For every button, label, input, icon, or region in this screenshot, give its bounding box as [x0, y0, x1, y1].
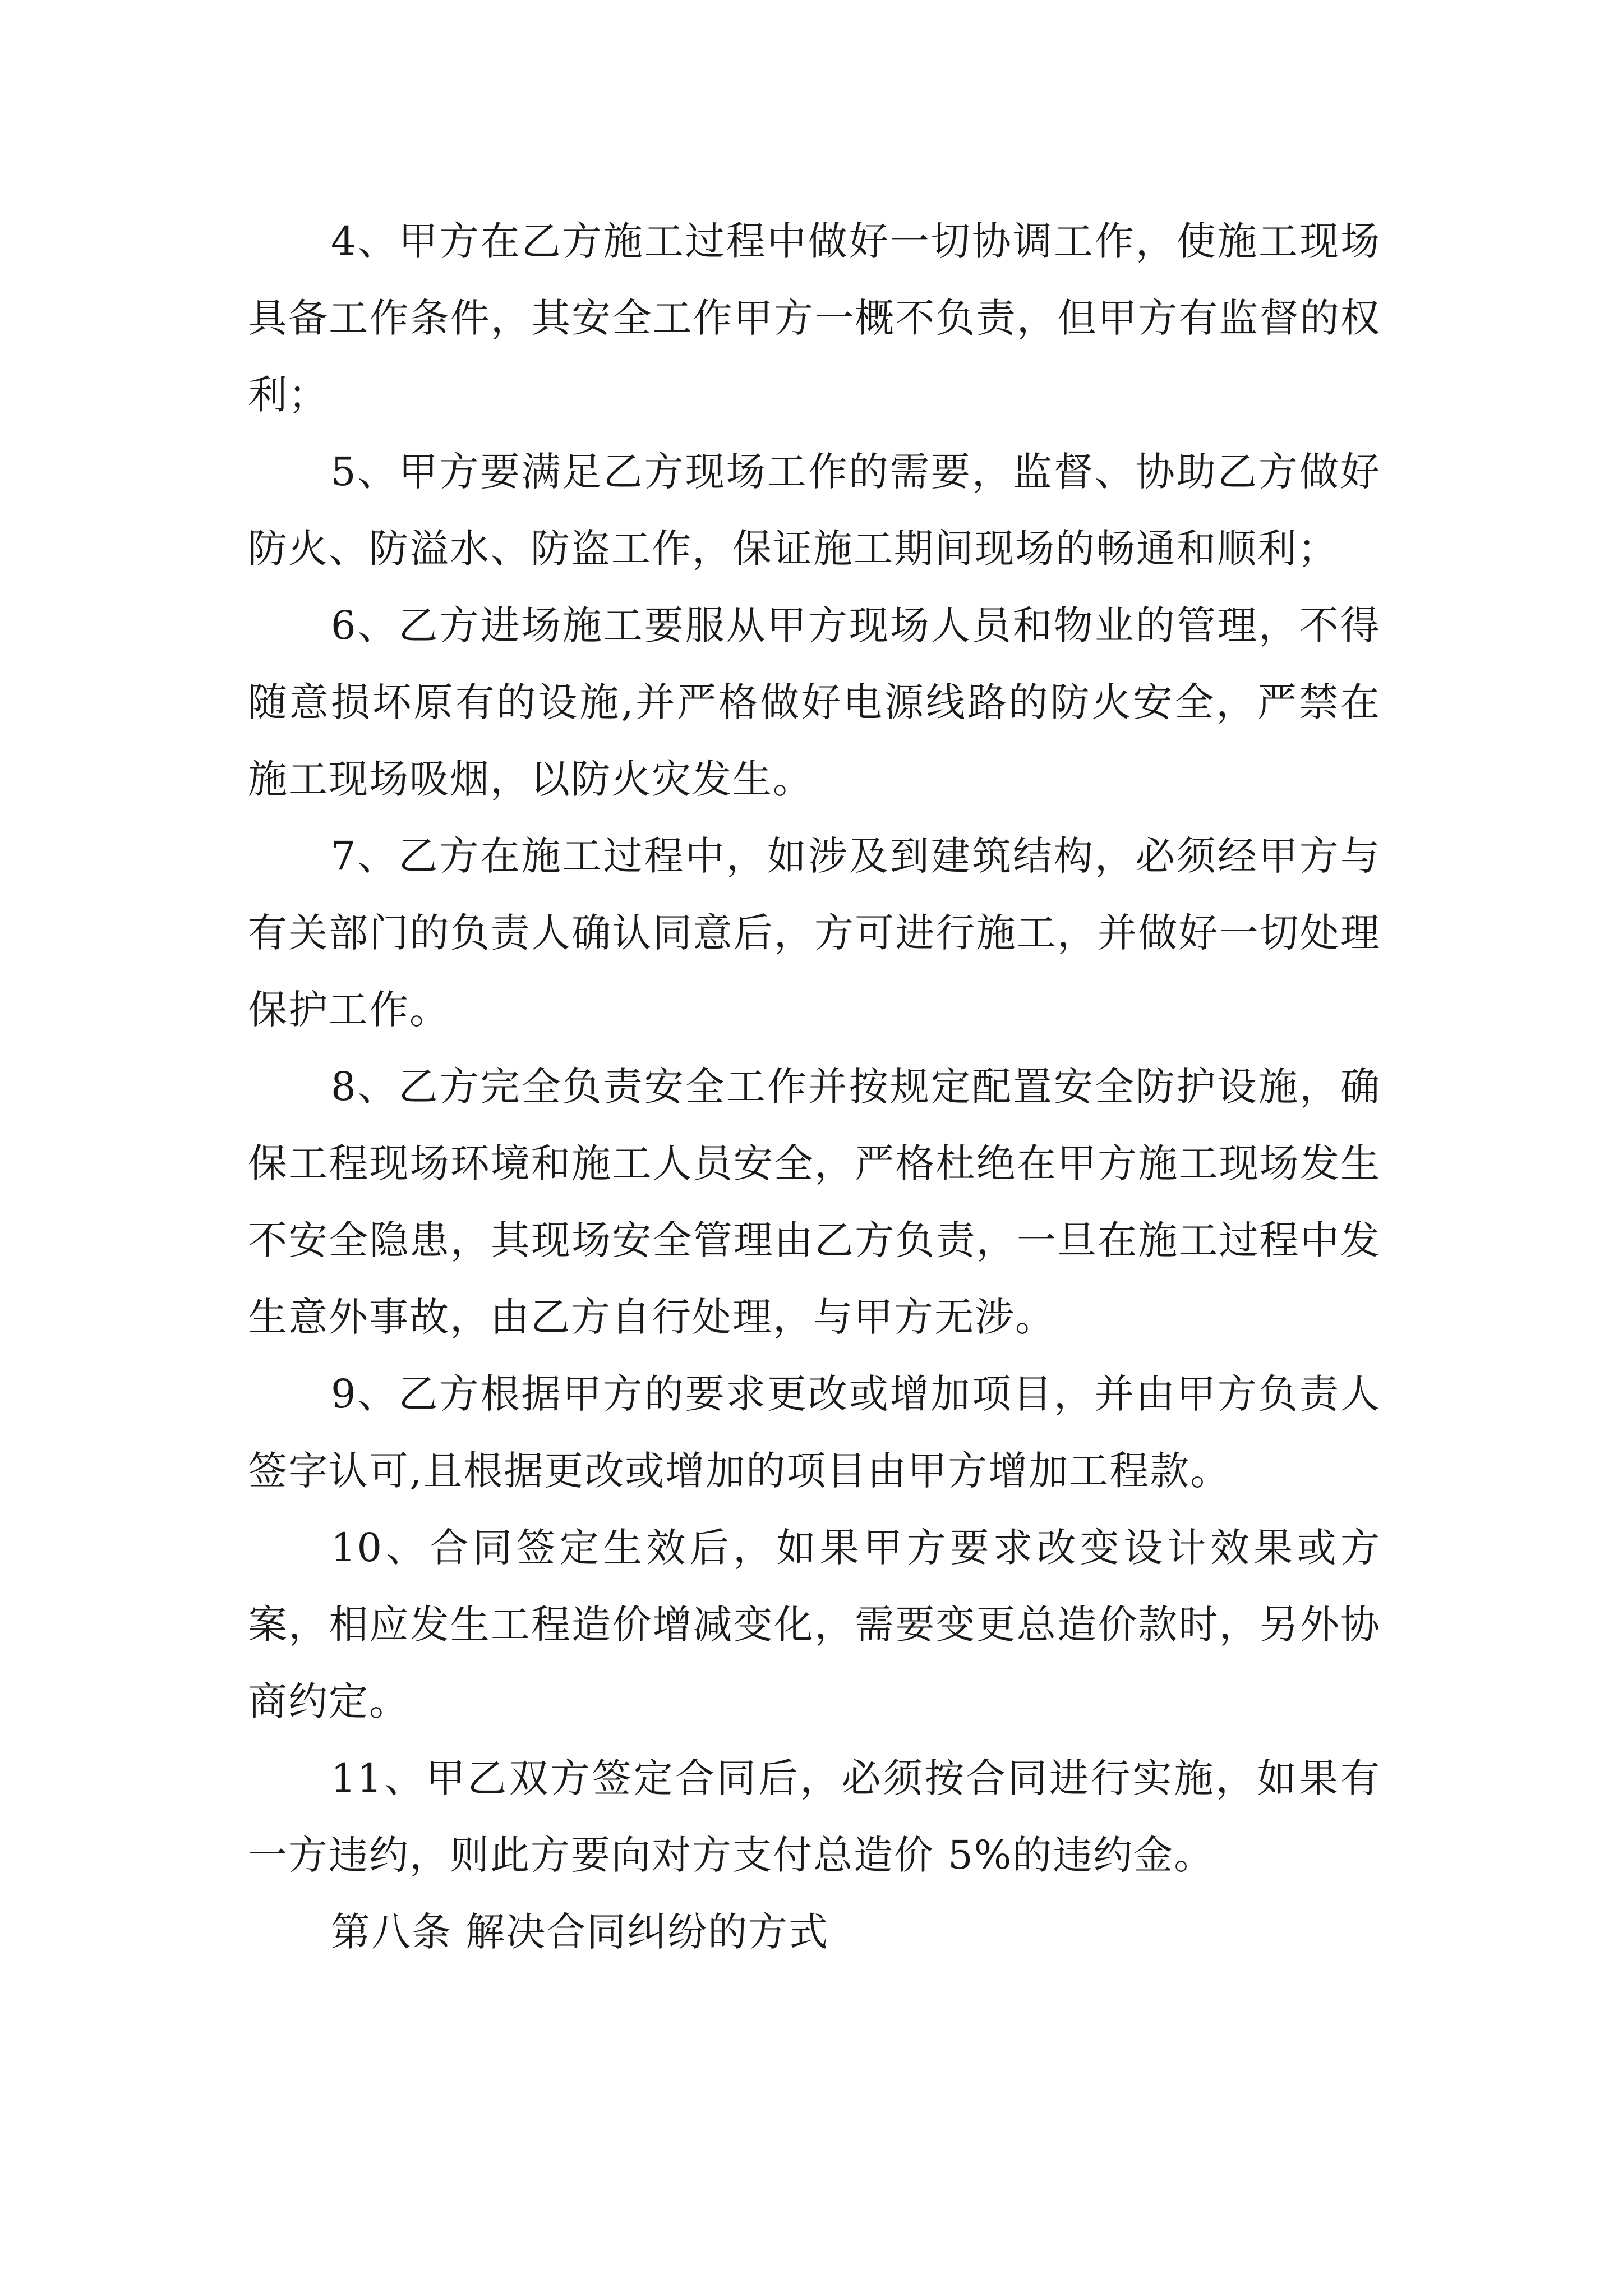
clause-7: 7、乙方在施工过程中，如涉及到建筑结构，必须经甲方与有关部门的负责人确认同意后，方可进行施工，并做好一切处理保护工作。	[248, 833, 1381, 1033]
clause-4: 4、甲方在乙方施工过程中做好一切协调工作，使施工现场具备工作条件，其安全工作甲方一概不负责，但甲方有监督的权利；	[248, 218, 1381, 418]
clause-5: 5、甲方要满足乙方现场工作的需要，监督、协助乙方做好防火、防溢水、防盗工作，保证施工期间现场的畅通和顺利；	[248, 449, 1381, 572]
clause-11: 11、甲乙双方签定合同后，必须按合同进行实施，如果有一方违约，则此方要向对方支付总造价 5%的违约金。	[248, 1755, 1381, 1878]
clause-9: 9、乙方根据甲方的要求更改或增加项目，并由甲方负责人签字认可,且根据更改或增加的项目由甲方增加工程款。	[248, 1371, 1381, 1494]
clause-6: 6、乙方进场施工要服从甲方现场人员和物业的管理，不得随意损坏原有的设施,并严格做好电源线路的防火安全，严禁在施工现场吸烟，以防火灾发生。	[248, 602, 1381, 802]
clause-10: 10、合同签定生效后，如果甲方要求改变设计效果或方案，相应发生工程造价增减变化，需要变更总造价款时，另外协商约定。	[248, 1525, 1381, 1724]
contract-text	[248, 203, 1381, 1971]
clause-8: 8、乙方完全负责安全工作并按规定配置安全防护设施，确保工程现场环境和施工人员安全，严格杜绝在甲方施工现场发生不安全隐患，其现场安全管理由乙方负责，一旦在施工过程中发生意外事故，由乙方自行处理，与甲方无涉。	[248, 1064, 1381, 1340]
section-heading-article-8: 第八条 解决合同纠纷的方式	[331, 1909, 829, 1955]
